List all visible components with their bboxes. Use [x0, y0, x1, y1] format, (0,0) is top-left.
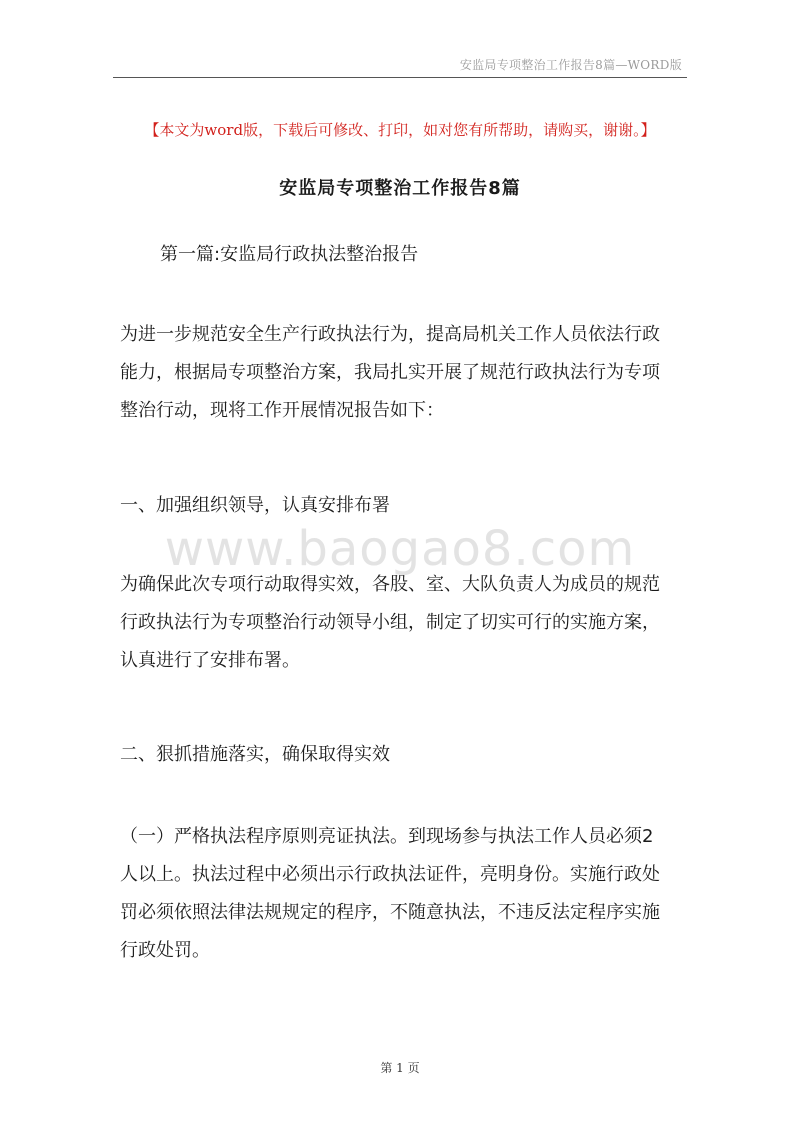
text-line: 一、加强组织领导，认真安排布署: [120, 495, 390, 516]
text-line: 认真进行了安排布署。: [120, 650, 300, 671]
section-heading-2: [120, 736, 688, 774]
header-divider: [113, 77, 687, 78]
text-line: 人以上。执法过程中必须出示行政执法证件，亮明身份。实施行政处: [120, 864, 660, 885]
section-subtitle: 第一篇:安监局行政执法整治报告: [160, 244, 419, 265]
text-line: 整治行动，现将工作开展情况报告如下：: [120, 400, 444, 421]
purchase-notice: 【本文为word版，下载后可修改、打印，如对您有所帮助，请购买，谢谢。】: [144, 121, 656, 139]
text-line: （一）严格执法程序原则亮证执法。到现场参与执法工作人员必须2: [120, 826, 654, 847]
document-title: 安监局专项整治工作报告8篇: [279, 178, 521, 199]
text-line: 能力，根据局专项整治方案，我局扎实开展了规范行政执法行为专项: [120, 362, 660, 383]
body-paragraph-1: [120, 566, 688, 680]
section-heading-1: [120, 487, 688, 525]
body-paragraph-2: [120, 818, 688, 970]
text-line: 为进一步规范安全生产行政执法行为，提高局机关工作人员依法行政: [120, 324, 660, 345]
running-header: 安监局专项整治工作报告8篇—WORD版: [459, 58, 682, 72]
text-line: 行政执法行为专项整治行动领导小组，制定了切实可行的实施方案，: [120, 612, 660, 633]
text-line: 罚必须依照法律法规规定的程序，不随意执法，不违反法定程序实施: [120, 902, 660, 923]
watermark: www.baogao8.com: [164, 521, 636, 577]
page-number: 第 1 页: [380, 1061, 420, 1075]
text-line: 为确保此次专项行动取得实效，各股、室、大队负责人为成员的规范: [120, 574, 660, 595]
intro-paragraph: [120, 316, 688, 430]
text-line: 二、狠抓措施落实，确保取得实效: [120, 744, 390, 765]
text-line: 行政处罚。: [120, 940, 210, 961]
